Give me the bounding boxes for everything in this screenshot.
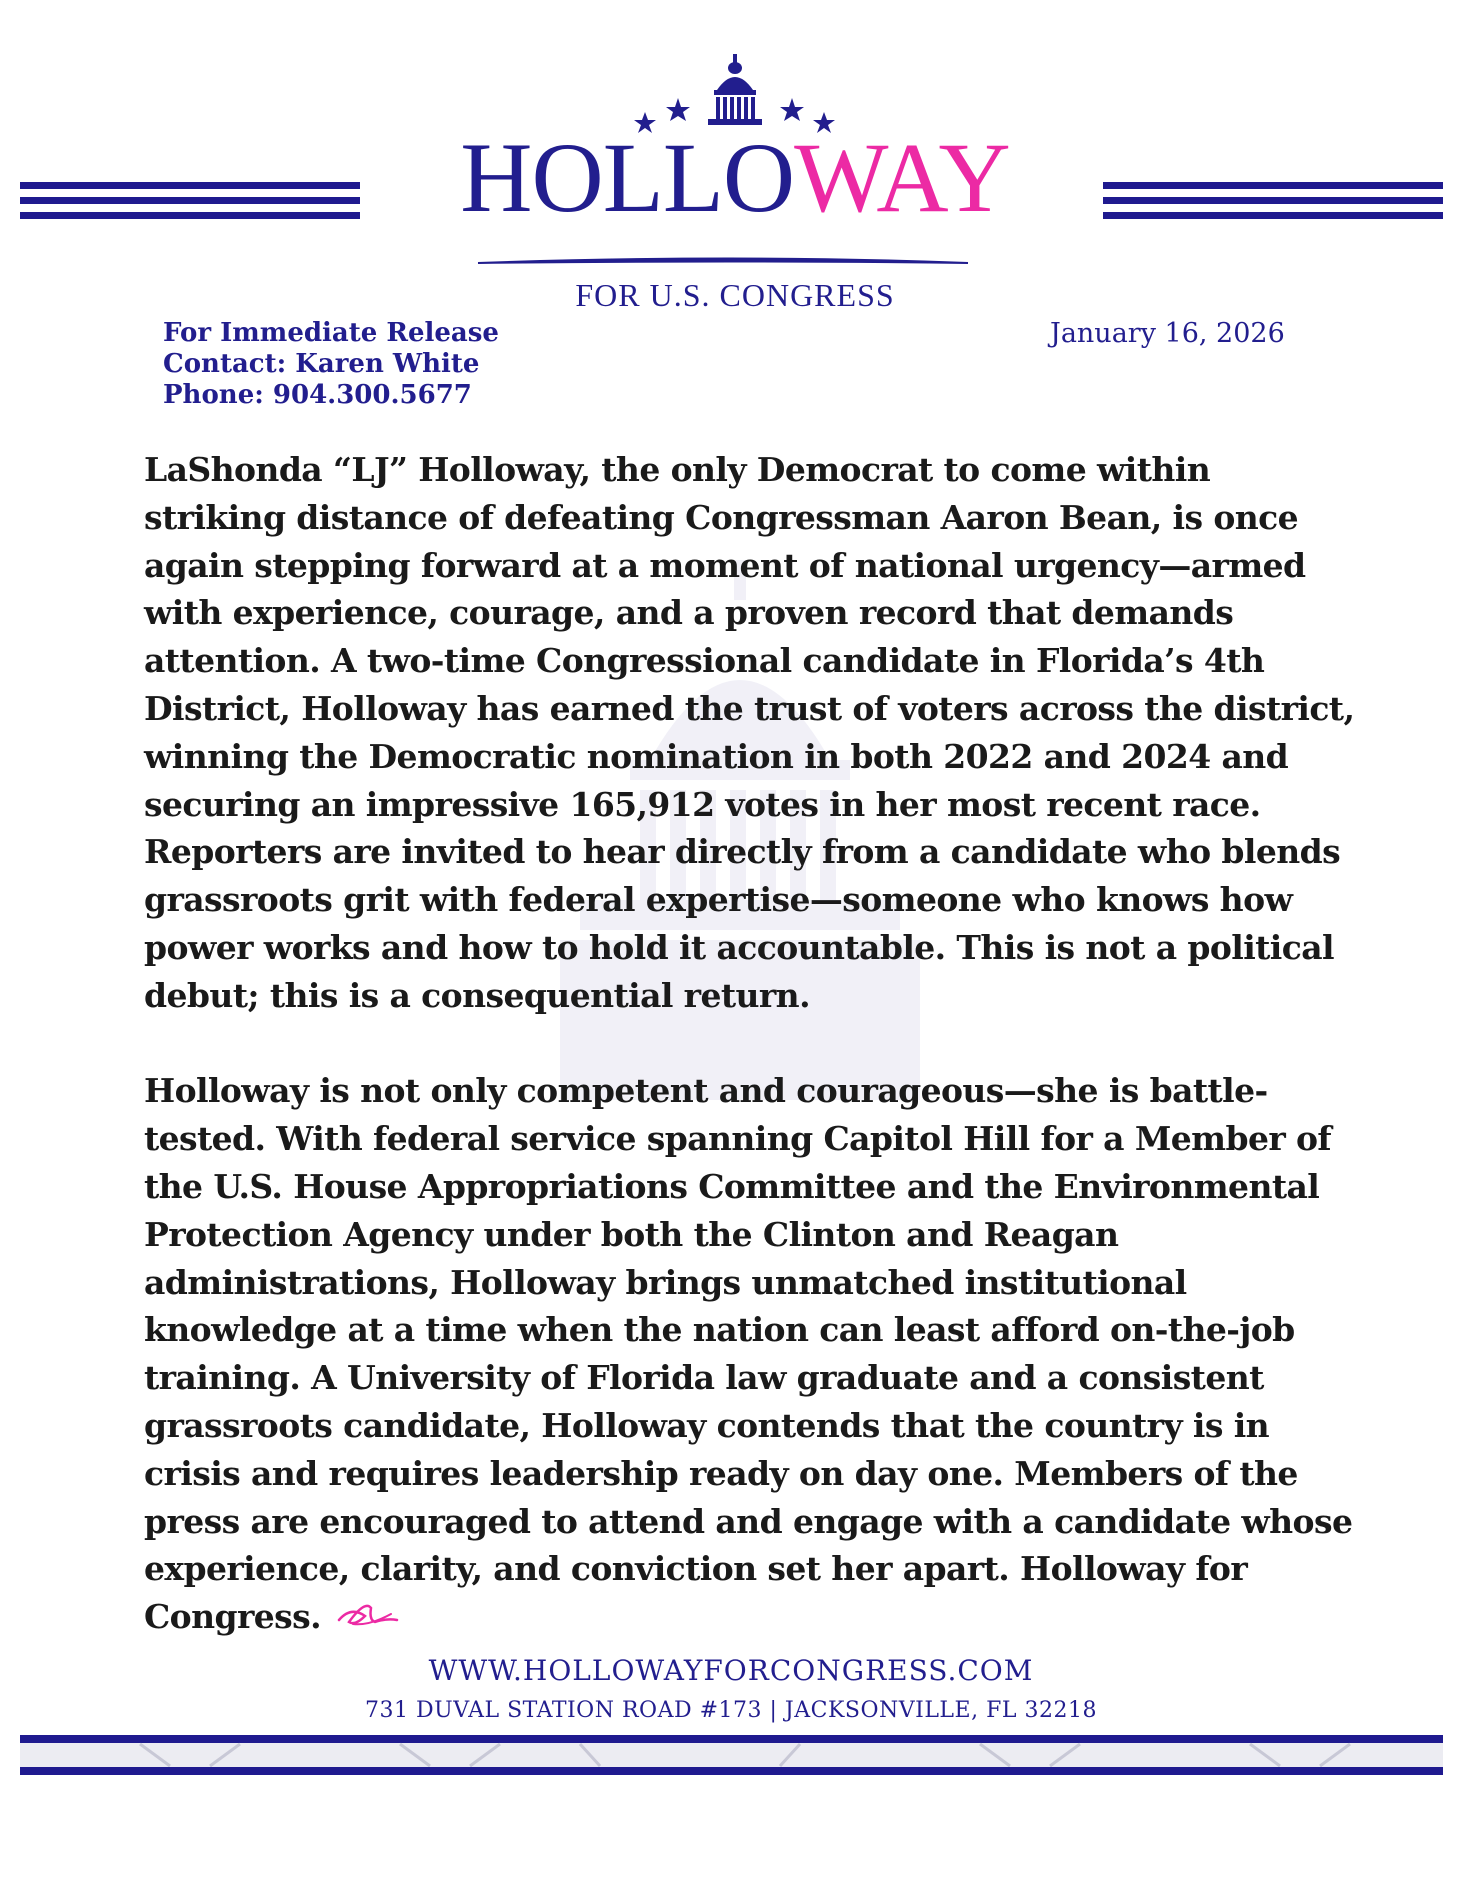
signature-mark (335, 1595, 401, 1643)
press-release-body (144, 446, 1360, 1691)
logo-wordmark (420, 122, 1050, 233)
body-paragraph-2-text: Holloway is not only competent and courageous—she is battle-tested. With federal service spanning Capitol Hill for a Member of the U.S. House Appropriations Committee and the Environmental Protection Agency under both the Clinton and Reagan administrations, Holloway brings unmatched institutional knowledge at a time when the nation can least afford on-the-job training. A University of Florida law graduate and a consistent grassroots candidate, Holloway contends that the country is in crisis and requires leadership ready on day one. Members of the press are encouraged to attend and engage with a candidate whose experience, clarity, and conviction set her apart. Holloway for Congress. (144, 1071, 1353, 1637)
footer-address: 731 DUVAL STATION ROAD #173 | JACKSONVILLE, FL 32218 (365, 1698, 1097, 1723)
release-label: For Immediate Release (163, 318, 499, 348)
logo-name-part2: WAY (794, 122, 1010, 233)
logo-tagline: FOR U.S. CONGRESS (575, 277, 895, 313)
footer-lines (20, 1735, 1443, 1775)
body-paragraph-2 (144, 1067, 1360, 1643)
campaign-logo (420, 50, 1050, 313)
contact-name: Contact: Karen White (163, 349, 480, 379)
logo-name-part1: HOLLO (460, 122, 795, 233)
header-lines-right (1103, 182, 1443, 227)
body-paragraph-1: LaShonda “LJ” Holloway, the only Democrat to come within striking distance of defeating Congressman Aaron Bean, is once again stepping forward at a moment of national urgency—armed with experience, courage, and a proven record that demands attention. A two-time Congressional candidate in Florida’s 4th District, Holloway has earned the trust of voters across the district, winning the Democratic nomination in both 2022 and 2024 and securing an impressive 165,912 votes in her most recent race. Reporters are invited to hear directly from a candidate who blends grassroots grit with federal expertise—someone who knows how power works and how to hold it accountable. This is not a political debut; this is a consequential return. (144, 450, 1355, 1015)
header-lines-left (20, 182, 360, 227)
release-date: January 16, 2026 (1050, 318, 1285, 349)
release-info (163, 318, 499, 411)
footer-website: WWW.HOLLOWAYFORCONGRESS.COM (428, 1654, 1034, 1687)
contact-phone: Phone: 904.300.5677 (163, 380, 472, 410)
